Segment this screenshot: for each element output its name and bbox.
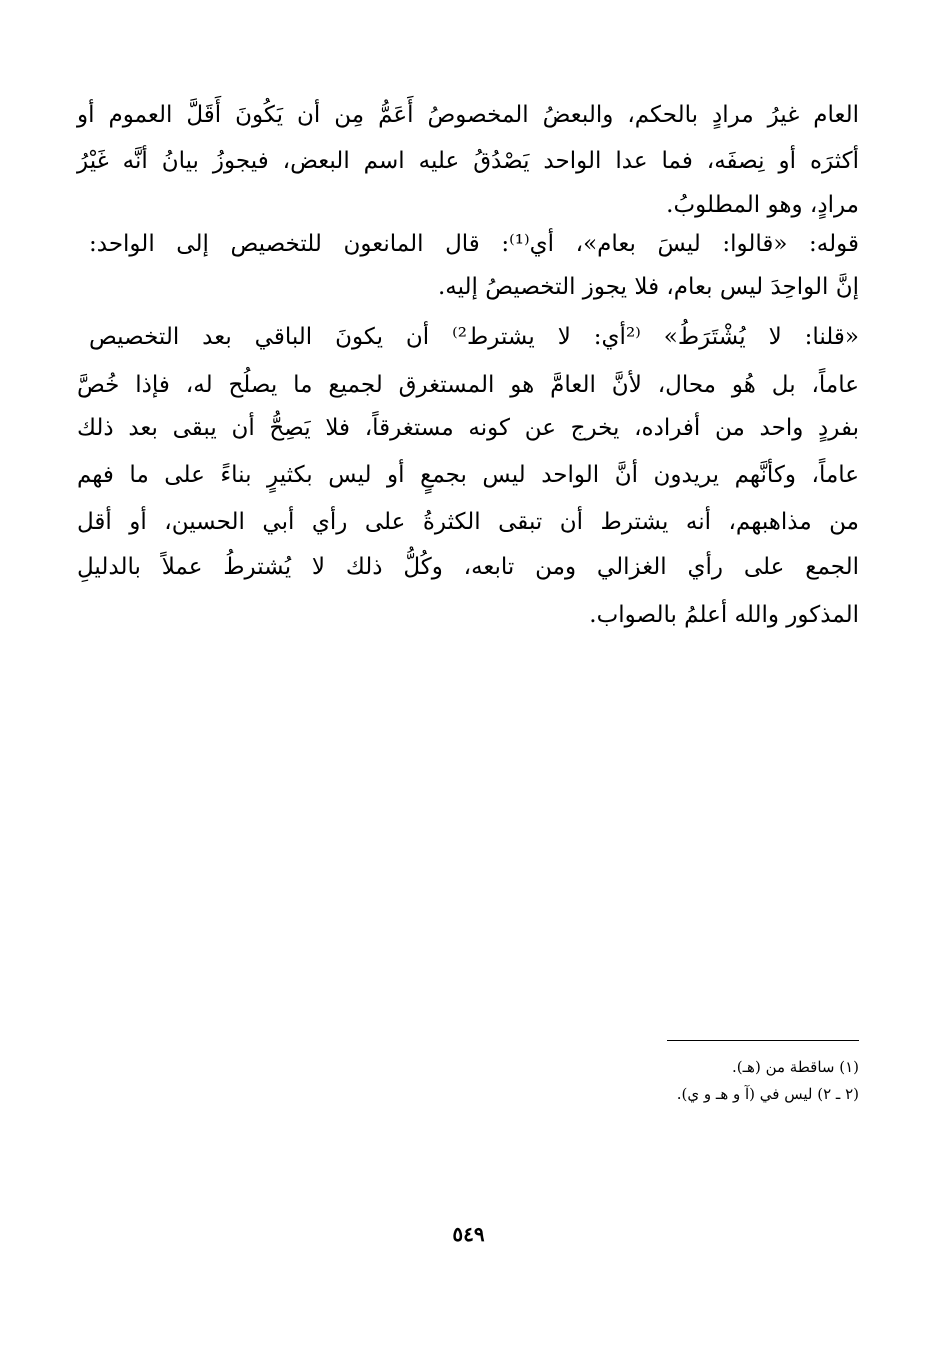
body-line-5: إنَّ الواحِدَ ليس بعام، فلا يجوز التخصيصُ إليه.	[437, 274, 859, 300]
body-line-8: بفردٍ واحد من أفراده، يخرج عن كونه مستغرقاً، فلا يَصِحُّ أن يبقى بعد ذلك	[77, 415, 859, 441]
body-line-9: عاماً، وكأنَّهم يريدون أنَّ الواحد ليس بجمعٍ أو ليس بكثيرٍ بناءً على ما فهم	[77, 462, 859, 488]
body-line-3: مرادٍ، وهو المطلوبُ.	[666, 192, 859, 218]
body-line-1: العام غيرُ مرادٍ بالحكم، والبعضُ المخصوصُ أَعَمُّ مِن أن يَكُونَ أَقَلَّ العموم أو	[77, 102, 859, 128]
body-line-4: قوله: «قالوا: ليسَ بعام»، أي⁽¹⁾: قال المانعون للتخصيص إلى الواحد:	[89, 231, 859, 257]
body-line-12: المذكور والله أعلمُ بالصواب.	[589, 602, 859, 628]
footnote-2: (٢ ـ ٢) ليس في (آ و هـ و ي).	[676, 1085, 859, 1103]
footnote-separator	[667, 1040, 859, 1041]
body-line-11: الجمع على رأي الغزالي ومن تابعه، وكُلُّ ذلك لا يُشترطُ عملاً بالدليلِ	[77, 554, 859, 580]
body-line-10: من مذاهبهم، أنه يشترط أن تبقى الكثرةُ على رأي أبي الحسين، أو أقل	[77, 509, 859, 535]
body-line-6: «قلنا: لا يُشْتَرَطُ» ⁽²أي: لا يشترط²⁾ أن يكونَ الباقي بعد التخصيص	[89, 324, 859, 350]
body-line-2: أكثرَه أو نِصفَه، فما عدا الواحد يَصْدُقُ عليه اسم البعض، فيجوزُ بيانُ أنَّه غَيْرُ	[77, 148, 859, 174]
footnote-1: (١) ساقطة من (هـ).	[732, 1058, 859, 1076]
page-number: ٥٤٩	[452, 1222, 485, 1246]
body-line-7: عاماً، بل هُو محال، لأنَّ العامَّ هو المستغرق لجميع ما يصلُح له، فإذا خُصَّ	[77, 372, 859, 398]
